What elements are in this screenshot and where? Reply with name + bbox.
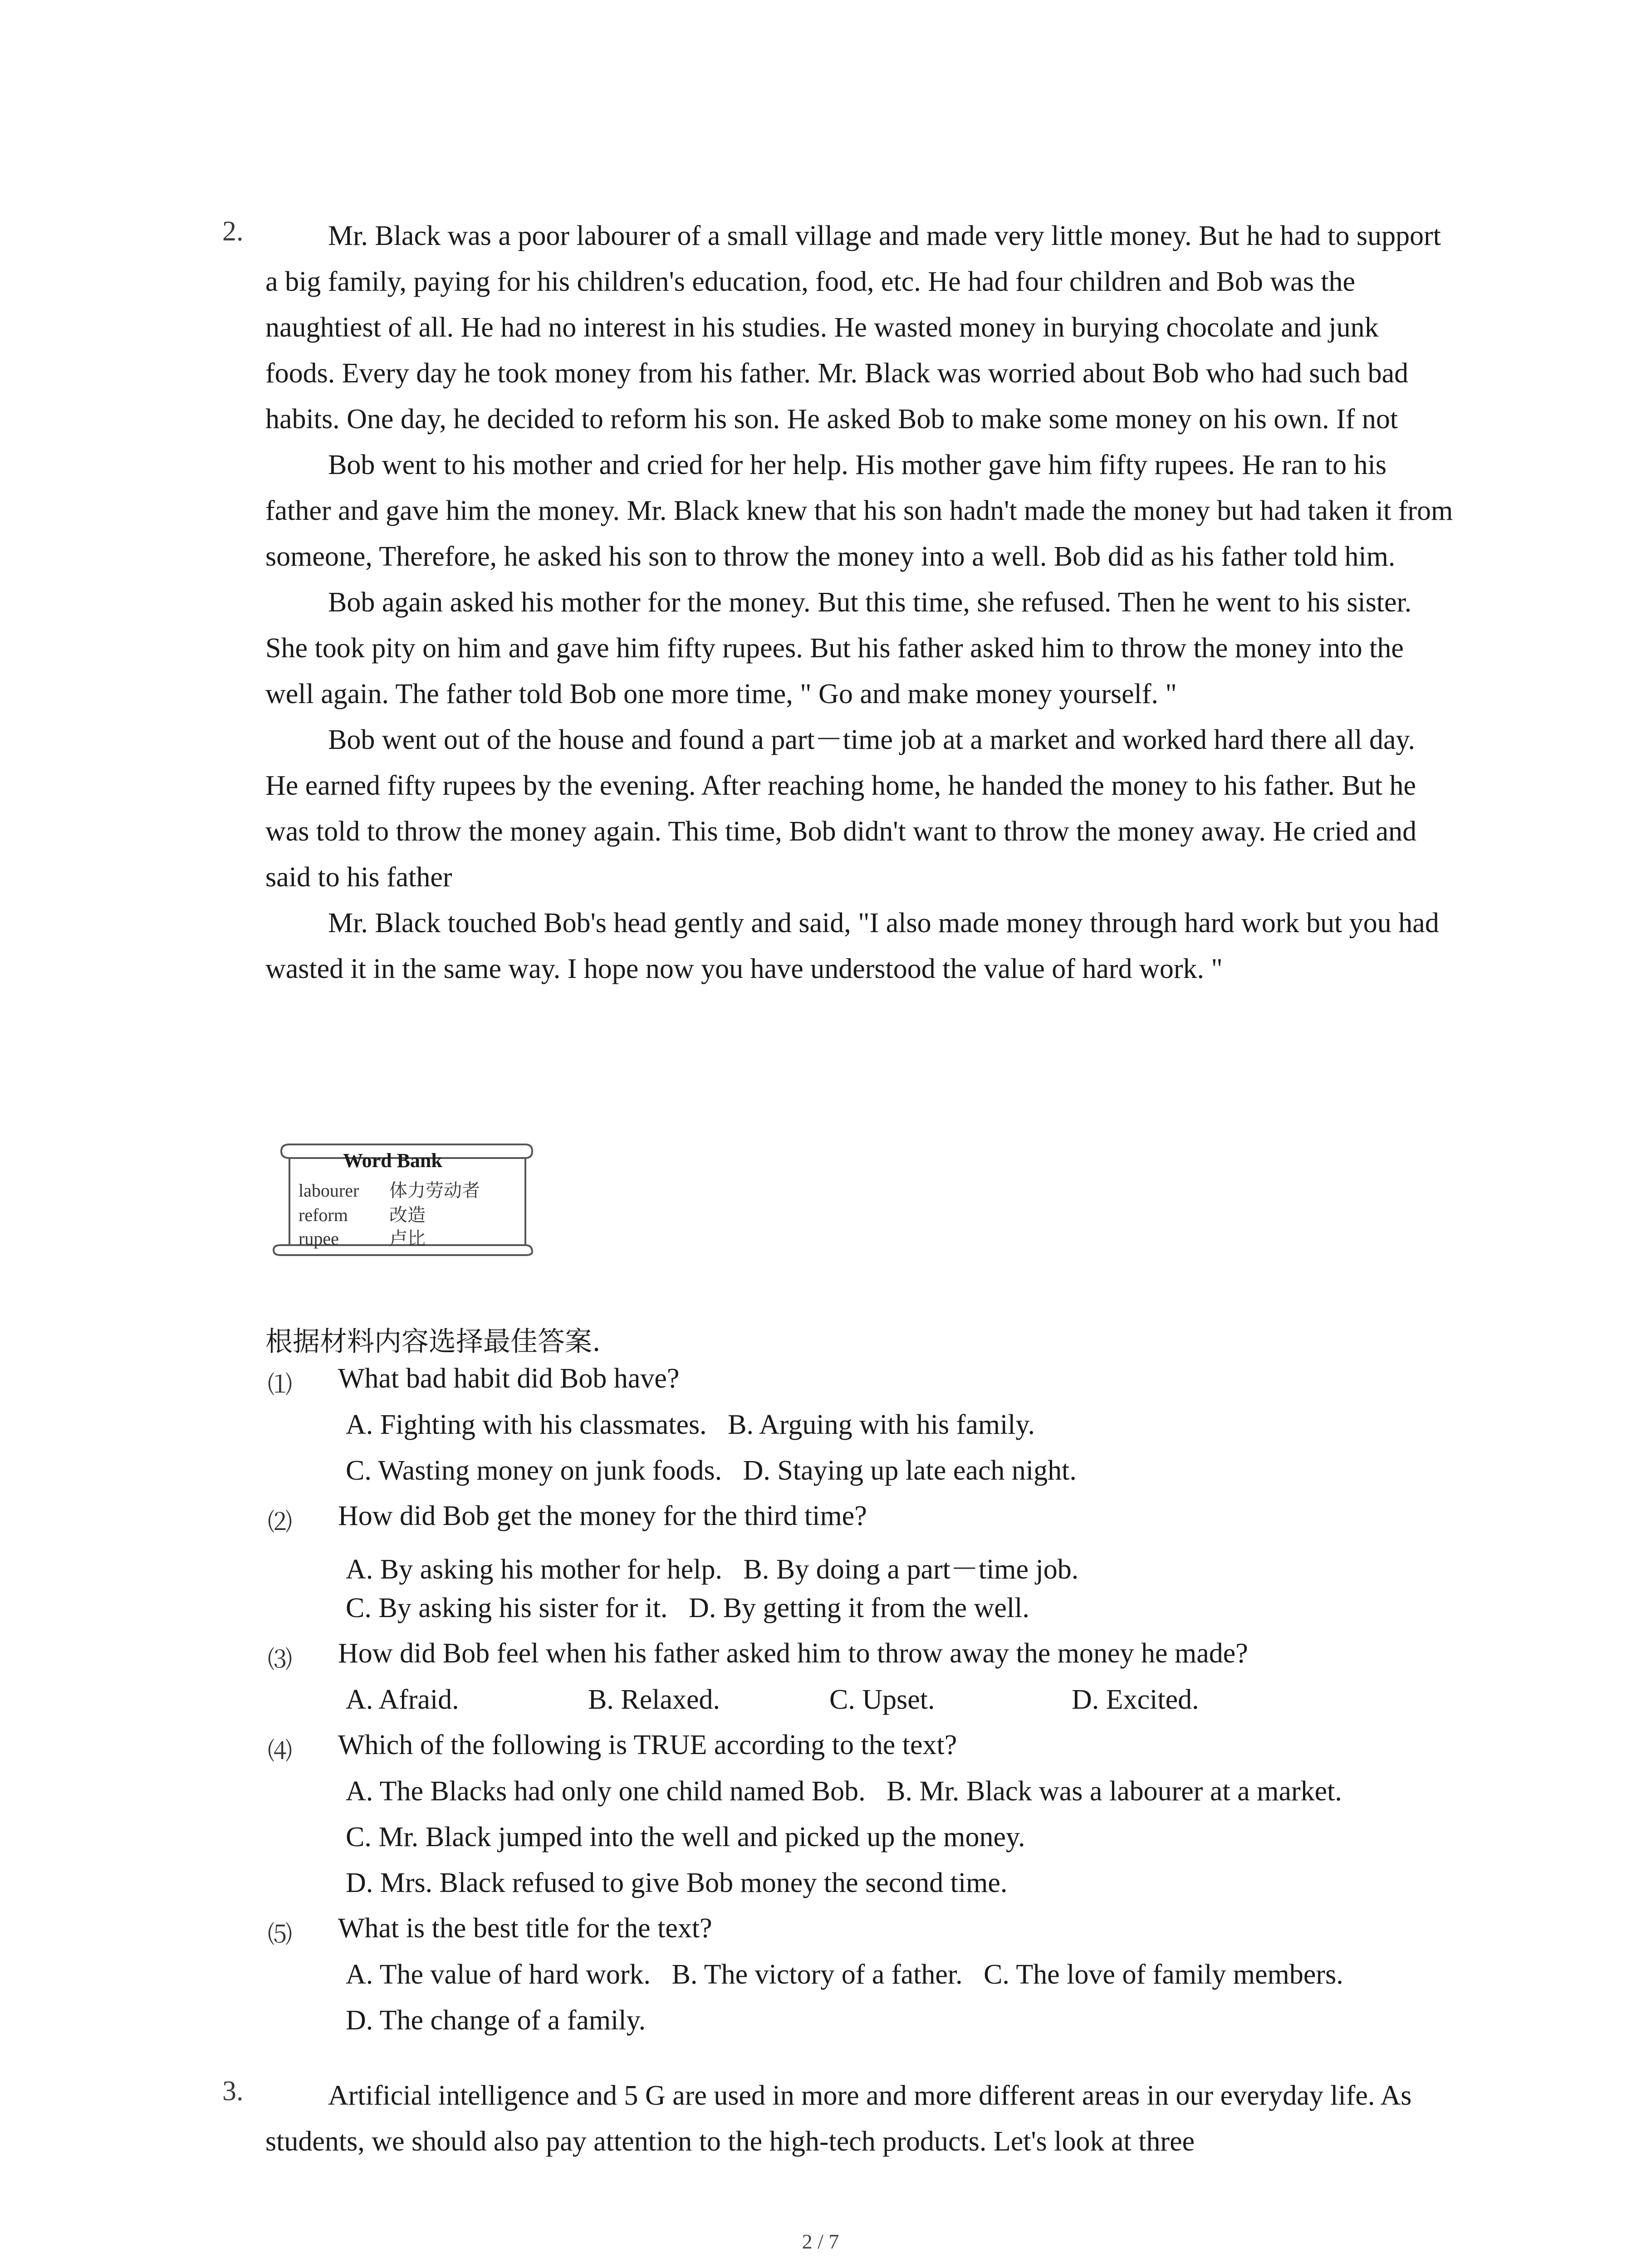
word-bank-chinese: 体力劳动者 (389, 1180, 480, 1201)
sub-question-number: ⑸ (268, 1920, 292, 1949)
passage-paragraph: Mr. Black touched Bob's head gently and said, "I also made money through hard work but you had wasted it in the same way. I hope now you have understood the value of hard work. " (265, 908, 1439, 984)
passage-paragraph: Bob went out of the house and found a part－time job at a market and worked hard there all day. He earned fifty rupees by the evening. After reaching home, he handed the money to his father. But he was told to throw the money again. This time, Bob didn't want to throw the money away. He cried and said to his father (265, 724, 1417, 893)
sub-question-number: ⑵ (268, 1508, 292, 1536)
sub-question-text: What bad habit did Bob have? (338, 1363, 680, 1394)
answer-option-d: D. Excited. (1072, 1684, 1199, 1715)
word-bank (271, 1136, 534, 1261)
sub-question-text: What is the best title for the text? (338, 1913, 712, 1944)
word-bank-entry (299, 1201, 426, 1227)
answer-option-c: C. Upset. (829, 1684, 935, 1715)
word-bank-chinese: 改造 (389, 1205, 426, 1225)
word-bank-english: rupee (299, 1228, 339, 1249)
sub-question-text: How did Bob feel when his father asked him to throw away the money he made? (338, 1638, 1248, 1669)
answer-options: A. The value of hard work. B. The victory of a father. C. The love of family members. (346, 1959, 1343, 1990)
passage-paragraph: Mr. Black was a poor labourer of a small village and made very little money. But he had to support a big family, paying for his children's education, food, etc. He had four children and Bob was the naughtiest of all. He had no interest in his studies. He wasted money in burying chocolate and junk foods. Every day he took money from his father. Mr. Black was worried about Bob who had such bad habits. One day, he decided to reform his son. He asked Bob to make some money on his own. If not (265, 220, 1441, 435)
sub-question-number: ⑷ (268, 1737, 292, 1765)
word-bank-entry (299, 1176, 480, 1202)
reading-passage (265, 2073, 1454, 2165)
answer-options: A. By asking his mother for help. B. By doing a part－time job. (346, 1554, 1079, 1585)
answer-option-b: B. Relaxed. (588, 1684, 720, 1715)
reading-passage (265, 213, 1454, 992)
sub-question-text: How did Bob get the money for the third time? (338, 1501, 867, 1531)
passage-paragraph: Bob went to his mother and cried for her help. His mother gave him fifty rupees. He ran to his father and gave him the money. Mr. Black knew that his son hadn't made the money but had taken it from someone, Therefore, he asked his son to throw the money into a well. Bob did as his father told him. (265, 450, 1453, 572)
word-bank-entry (299, 1224, 426, 1250)
answer-options: C. Wasting money on junk foods. D. Staying up late each night. (346, 1455, 1077, 1486)
answer-options: D. Mrs. Black refused to give Bob money the second time. (346, 1867, 1008, 1898)
instruction-text: 根据材料内容选择最佳答案. (265, 1326, 601, 1358)
answer-options: C. By asking his sister for it. D. By getting it from the well. (346, 1593, 1029, 1623)
question-number: 3. (222, 2076, 244, 2107)
word-bank-chinese: 卢比 (389, 1228, 426, 1249)
answer-options: A. Fighting with his classmates. B. Arguing with his family. (346, 1409, 1035, 1440)
question-number: 2. (222, 216, 244, 247)
passage-paragraph: Bob again asked his mother for the money. But this time, she refused. Then he went to his sister. She took pity on him and gave him fifty rupees. But his father asked him to throw the money into the well again. The father told Bob one more time, " Go and make money yourself. " (265, 587, 1412, 709)
answer-option-a: A. Afraid. (346, 1684, 459, 1715)
answer-options: C. Mr. Black jumped into the well and picked up the money. (346, 1822, 1025, 1853)
passage-paragraph: Artificial intelligence and 5 G are used in more and more different areas in our everyday life. As students, we should also pay attention to the high-tech products. Let's look at three (265, 2080, 1412, 2157)
sub-question-number: ⑶ (268, 1645, 292, 1674)
word-bank-english: labourer (299, 1180, 359, 1201)
sub-question-number: ⑴ (268, 1370, 292, 1399)
word-bank-english: reform (299, 1205, 348, 1225)
answer-options: D. The change of a family. (346, 2005, 646, 2036)
answer-options: A. The Blacks had only one child named Bob. B. Mr. Black was a labourer at a market. (346, 1776, 1342, 1807)
word-bank-title: Word Bank (343, 1149, 442, 1172)
page-number: 2 / 7 (802, 2230, 839, 2253)
sub-question-text: Which of the following is TRUE according to the text? (338, 1730, 957, 1760)
